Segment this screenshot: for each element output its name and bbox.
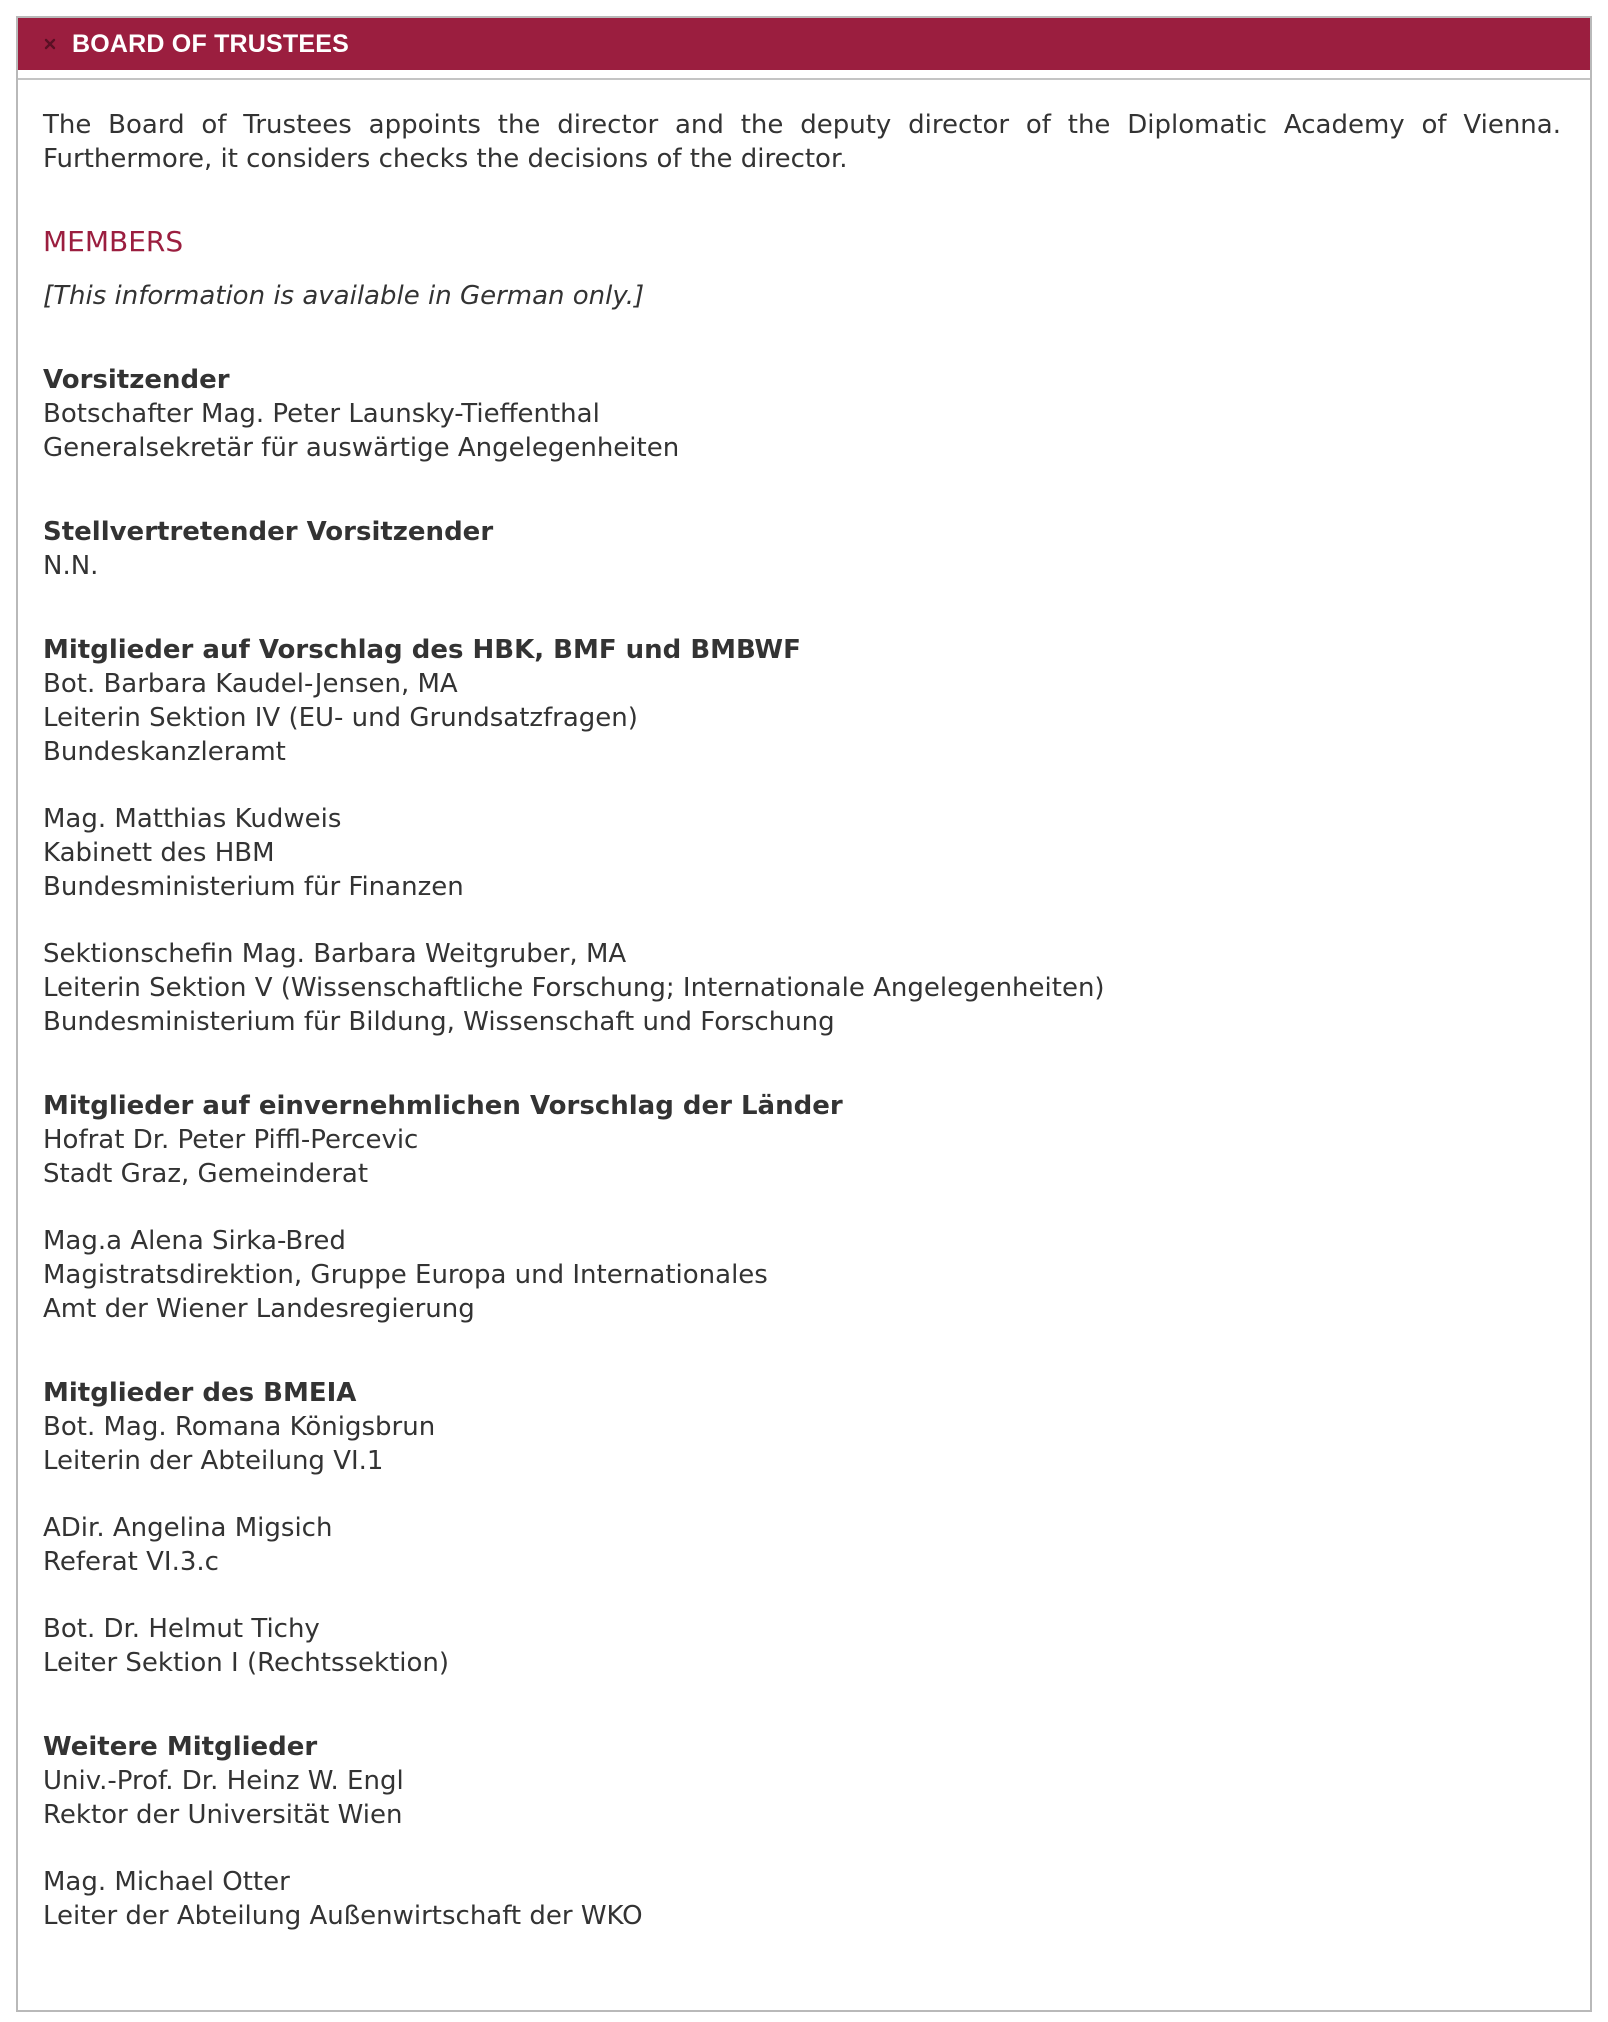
member-groups bbox=[43, 363, 1561, 1933]
member-detail: Kabinett des HBM bbox=[43, 838, 275, 868]
member-detail: Magistratsdirektion, Gruppe Europa und Internationales bbox=[43, 1260, 768, 1290]
member-name: Bot. Dr. Helmut Tichy bbox=[43, 1614, 320, 1644]
member-detail: Leiterin der Abteilung VI.1 bbox=[43, 1446, 384, 1476]
member-name: N.N. bbox=[43, 551, 99, 581]
member-detail: Bundesministerium für Bildung, Wissenschaft und Forschung bbox=[43, 1007, 835, 1037]
member-group bbox=[43, 363, 1561, 465]
member-group bbox=[43, 1730, 1561, 1933]
collapse-icon[interactable] bbox=[44, 38, 56, 50]
member-name: Mag. Michael Otter bbox=[43, 1867, 290, 1897]
member-entry bbox=[43, 1224, 1561, 1326]
member-entry bbox=[43, 1865, 1561, 1933]
group-title: Stellvertretender Vorsitzender bbox=[43, 517, 494, 547]
member-name: Univ.-Prof. Dr. Heinz W. Engl bbox=[43, 1766, 404, 1796]
member-name: Hofrat Dr. Peter Piffl-Percevic bbox=[43, 1125, 419, 1155]
member-group bbox=[43, 1376, 1561, 1680]
member-entry bbox=[43, 1511, 1561, 1579]
divider bbox=[18, 70, 1590, 80]
member-detail: Leiterin Sektion IV (EU- und Grundsatzfragen) bbox=[43, 703, 638, 733]
member-detail: Generalsekretär für auswärtige Angelegenheiten bbox=[43, 433, 680, 463]
accordion-header[interactable] bbox=[18, 18, 1590, 70]
group-title: Mitglieder auf einvernehmlichen Vorschlag der Länder bbox=[43, 1091, 843, 1121]
language-note: [This information is available in German only.] bbox=[43, 281, 645, 311]
member-detail: Bundesministerium für Finanzen bbox=[43, 872, 464, 902]
member-detail: Referat VI.3.c bbox=[43, 1547, 219, 1577]
member-entry bbox=[43, 667, 1561, 769]
group-title: Mitglieder auf Vorschlag des HBK, BMF und BMBWF bbox=[43, 635, 801, 665]
member-entry bbox=[43, 1123, 1561, 1191]
member-entry bbox=[43, 1612, 1561, 1680]
member-group bbox=[43, 515, 1561, 583]
member-detail: Bundeskanzleramt bbox=[43, 737, 286, 767]
member-detail: Leiter der Abteilung Außenwirtschaft der WKO bbox=[43, 1901, 643, 1931]
member-name: Mag.a Alena Sirka-Bred bbox=[43, 1226, 346, 1256]
member-detail: Leiter Sektion I (Rechtssektion) bbox=[43, 1648, 450, 1678]
group-title: Mitglieder des BMEIA bbox=[43, 1378, 357, 1408]
member-name: ADir. Angelina Migsich bbox=[43, 1513, 333, 1543]
intro-paragraph: The Board of Trustees appoints the director and the deputy director of the Diplomatic Academy of Vienna. Furthermore, it considers checks the decisions of the director. bbox=[43, 110, 1561, 174]
section-title: BOARD OF TRUSTEES bbox=[72, 29, 350, 58]
member-name: Mag. Matthias Kudweis bbox=[43, 804, 342, 834]
member-detail: Leiterin Sektion V (Wissenschaftliche Forschung; Internationale Angelegenheiten) bbox=[43, 973, 1105, 1003]
member-entry bbox=[43, 937, 1561, 1039]
board-of-trustees-panel bbox=[16, 16, 1592, 2012]
member-name: Sektionschefin Mag. Barbara Weitgruber, MA bbox=[43, 939, 627, 969]
group-title: Vorsitzender bbox=[43, 365, 230, 395]
member-entry bbox=[43, 802, 1561, 904]
group-title: Weitere Mitglieder bbox=[43, 1732, 318, 1762]
member-detail: Amt der Wiener Landesregierung bbox=[43, 1294, 475, 1324]
member-entry bbox=[43, 549, 1561, 583]
member-entry bbox=[43, 397, 1561, 465]
member-detail: Rektor der Universität Wien bbox=[43, 1800, 403, 1830]
member-group bbox=[43, 633, 1561, 1039]
member-name: Bot. Barbara Kaudel-Jensen, MA bbox=[43, 669, 458, 699]
member-entry bbox=[43, 1410, 1561, 1478]
members-heading: MEMBERS bbox=[43, 225, 184, 258]
member-name: Botschafter Mag. Peter Launsky-Tieffenthal bbox=[43, 399, 600, 429]
member-entry bbox=[43, 1764, 1561, 1832]
member-name: Bot. Mag. Romana Königsbrun bbox=[43, 1412, 436, 1442]
member-detail: Stadt Graz, Gemeinderat bbox=[43, 1159, 369, 1189]
section-content bbox=[43, 108, 1561, 1933]
member-group bbox=[43, 1089, 1561, 1326]
